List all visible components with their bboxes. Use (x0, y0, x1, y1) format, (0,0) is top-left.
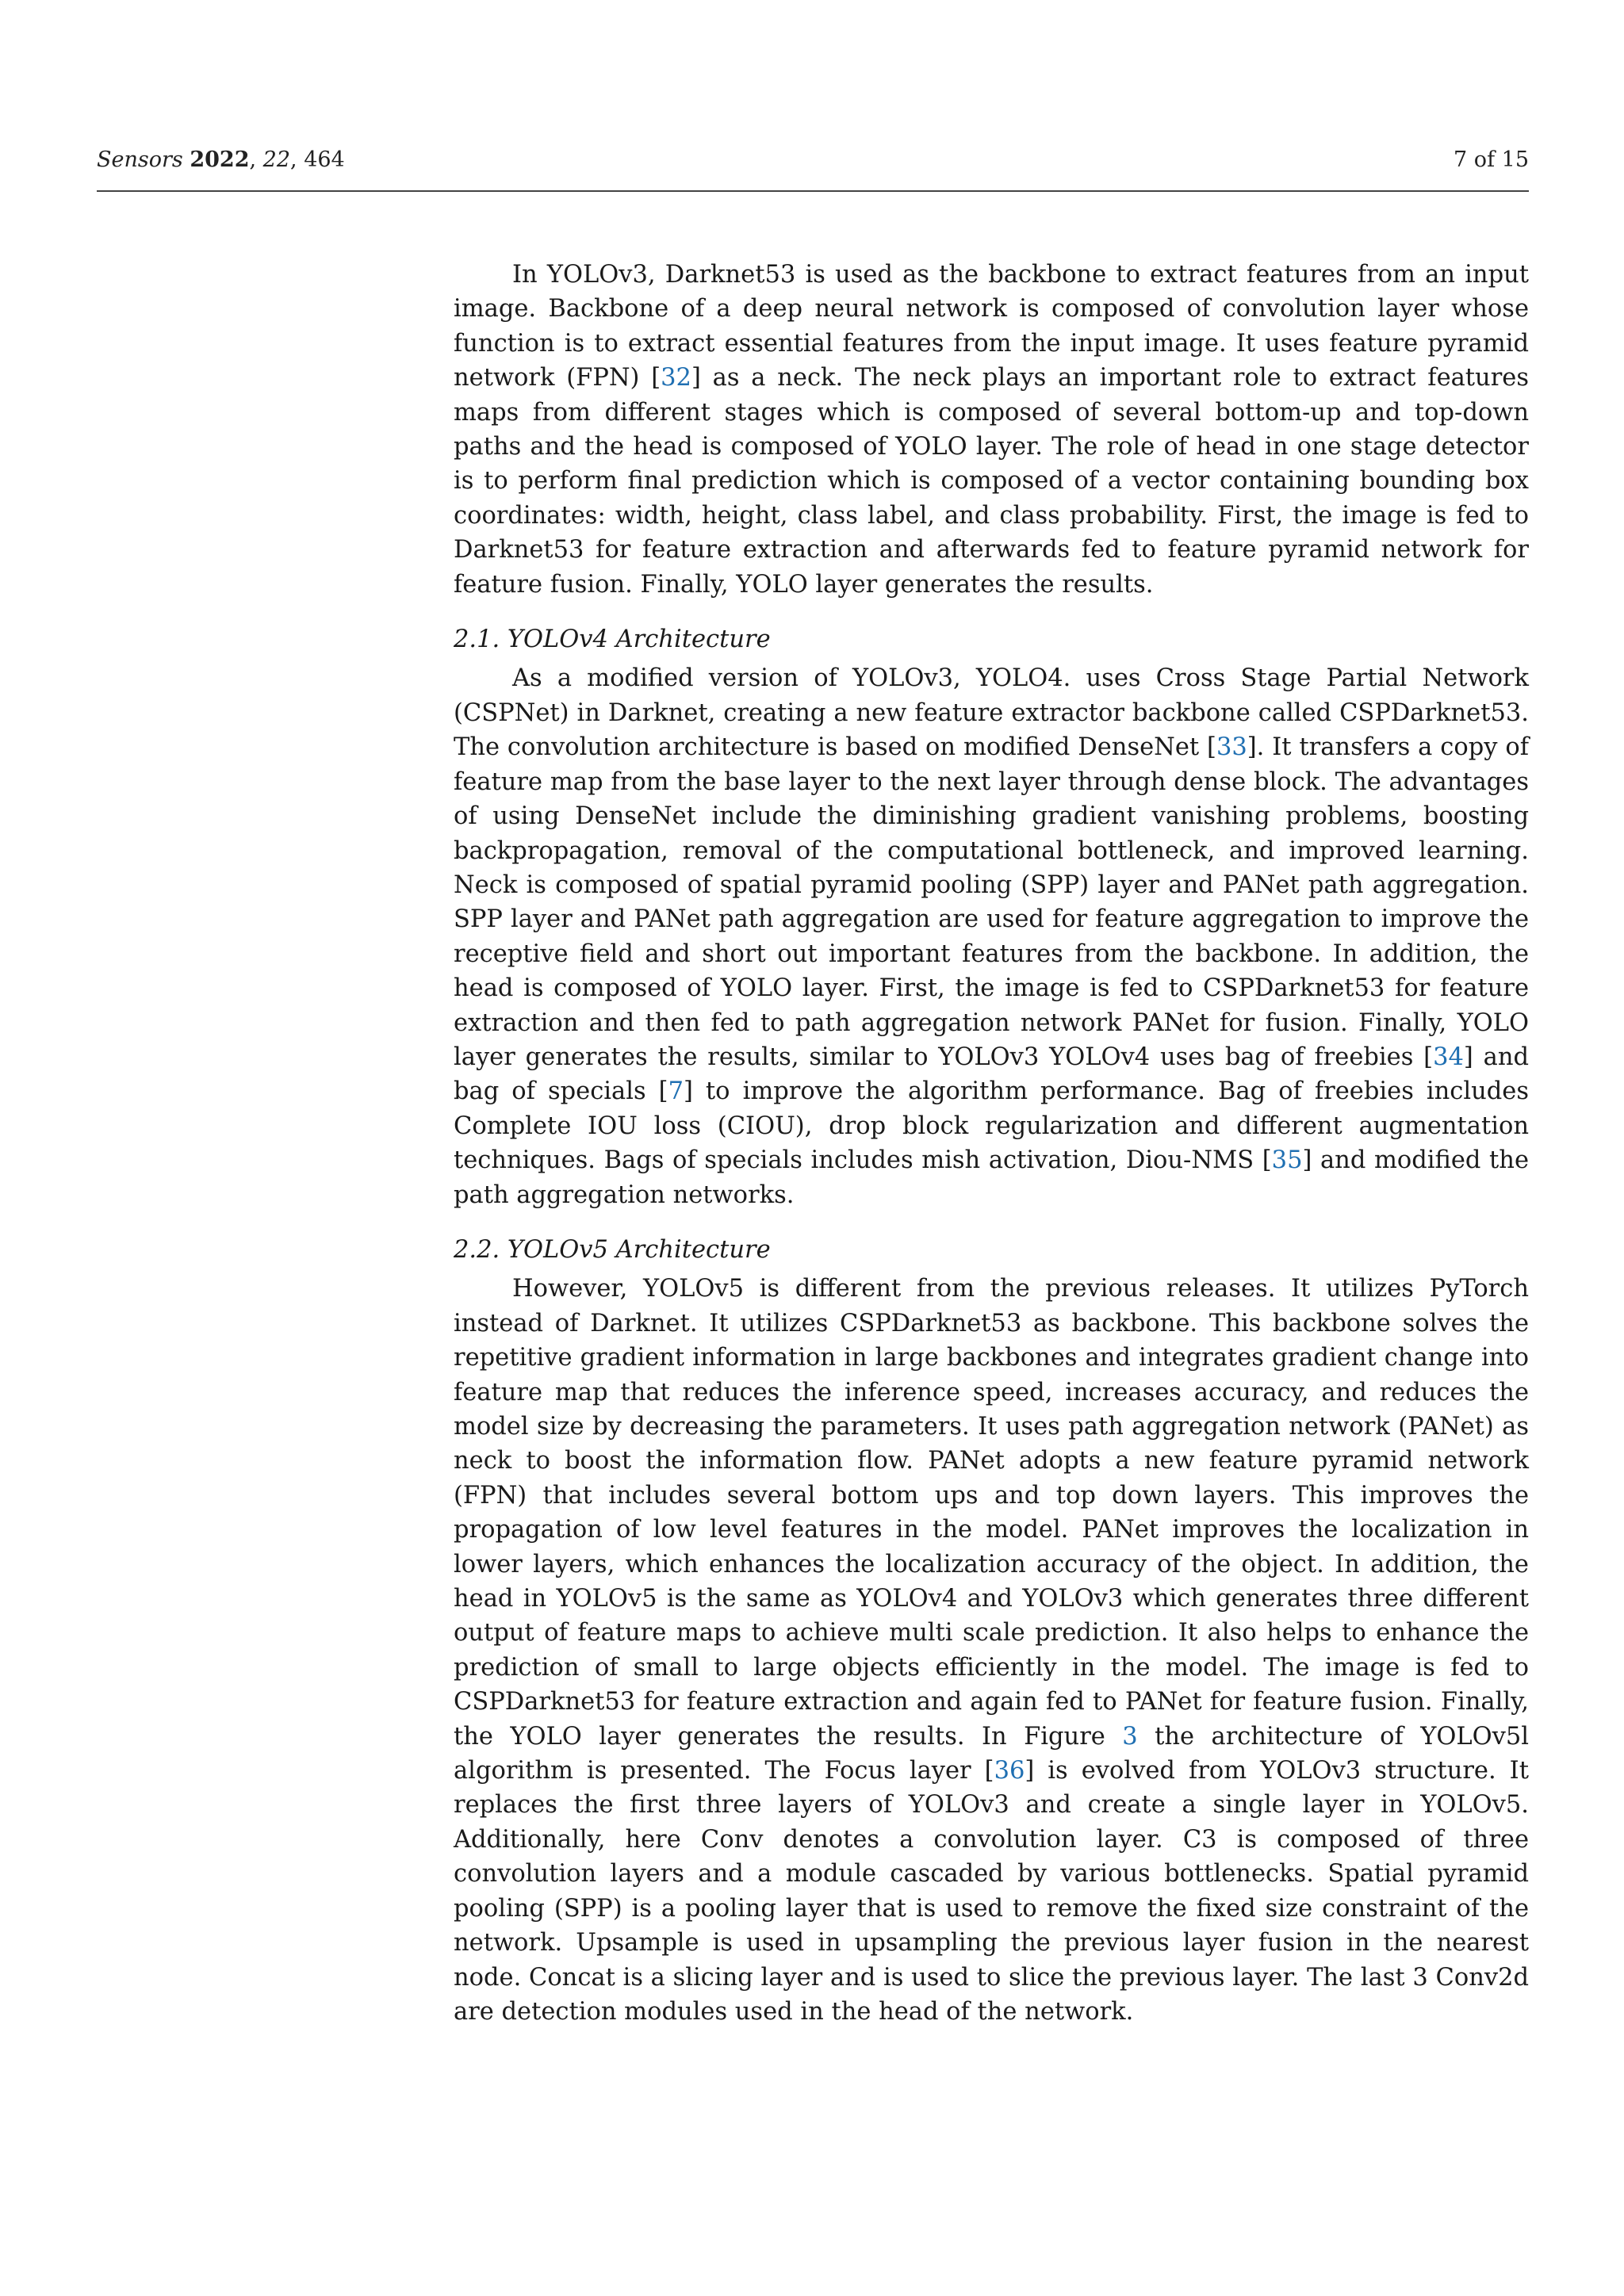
paragraph-yolov4 (454, 661, 1529, 1212)
citation: Sensors 2022, 22, 464 (97, 147, 345, 172)
text-span: the architecture of YOLOv5l algorithm is presented. The Focus layer [ (454, 1722, 1529, 1785)
citation-link[interactable]: 7 (668, 1077, 684, 1106)
section-heading-yolov4: 2.1. YOLOv4 Architecture (454, 626, 771, 654)
citation-link[interactable]: 36 (994, 1757, 1025, 1785)
citation-link[interactable]: 33 (1216, 733, 1247, 762)
paragraph-yolov5 (454, 1272, 1529, 2029)
text-span: However, YOLOv5 is different from the previous releases. It utilizes PyTorch instead of Darknet. It utilizes CSPDarknet53 as backbone. This backbone solves the repetitive gradient information in large backbones and integrates gradient change into feature map that reduces the inference speed, increases accuracy, and reduces the model size by decreasing the parameters. It uses path aggregation network (PANet) as neck to boost the information flow. PANet adopts a new feature pyramid network (FPN) that includes several bottom ups and top down layers. This improves the propagation of low level features in the model. PANet improves the localization in lower layers, which enhances the localization accuracy of the object. In addition, the head in YOLOv5 is the same as YOLOv4 and YOLOv3 which generates three different output of feature maps to achieve multi scale prediction. It also helps to enhance the prediction of small to large objects efficiently in the model. The image is fed to CSPDarknet53 for feature extraction and again fed to PANet for feature fusion. Finally, the YOLO layer generates the results. In Figure (454, 1275, 1529, 1751)
text-span: ] and bag of specials [ (454, 1043, 1529, 1106)
citation-link[interactable]: 32 (661, 364, 691, 392)
journal-year: 2022 (190, 147, 250, 172)
text-span: ] and modified the path aggregation networks. (454, 1146, 1529, 1209)
page-number: 7 of 15 (1454, 147, 1529, 172)
journal-volume: 22 (262, 147, 291, 172)
main-text (454, 258, 1529, 2029)
header-divider (97, 190, 1529, 192)
section-heading-yolov5: 2.2. YOLOv5 Architecture (454, 1235, 771, 1264)
paragraph-yolov3 (454, 258, 1529, 602)
text-span: ] to improve the algorithm performance. Bag of freebies includes Complete IOU loss (CIOU), drop block regularization and different augmentation techniques. Bags of specials includes mish activation, Diou-NMS [ (454, 1077, 1529, 1175)
journal-name: Sensors (97, 147, 183, 172)
text-span: ] is evolved from YOLOv3 structure. It replaces the first three layers of YOLOv3 and create a single layer in YOLOv5. Additionally, here Conv denotes a convolution layer. C3 is composed of three convolution layers and a module cascaded by various bottlenecks. Spatial pyramid pooling (SPP) is a pooling layer that is used to remove the fixed size constraint of the network. Upsample is used in upsampling the previous layer fusion in the nearest node. Concat is a slicing layer and is used to slice the previous layer. The last 3 Conv2d are detection modules used in the head of the network. (454, 1757, 1529, 2026)
citation-link[interactable]: 34 (1433, 1043, 1464, 1071)
text-span: ]. It transfers a copy of feature map from the base layer to the next layer through dense block. The advantages of using DenseNet include the diminishing gradient vanishing problems, boosting backpropagation, removal of the computational bottleneck, and improved learning. Neck is composed of spatial pyramid pooling (SPP) layer and PANet path aggregation. SPP layer and PANet path aggregation are used for feature aggregation to improve the receptive field and short out important features from the backbone. In addition, the head is composed of YOLO layer. First, the image is fed to CSPDarknet53 for feature extraction and then fed to path aggregation network PANet for fusion. Finally, YOLO layer generates the results, similar to YOLOv3 YOLOv4 uses bag of freebies [ (454, 733, 1529, 1071)
text-span: ] as a neck. The neck plays an important role to extract features maps from different stages which is composed of several bottom-up and top-down paths and the head is composed of YOLO layer. The role of head in one stage detector is to perform final prediction which is composed of a vector containing bounding box coordinates: width, height, class label, and class probability. First, the image is fed to Darknet53 for feature extraction and afterwards fed to feature pyramid network for feature fusion. Finally, YOLO layer generates the results. (454, 364, 1529, 599)
text-span: In YOLOv3, Darknet53 is used as the backbone to extract features from an input image. Backbone of a deep neural network is composed of convolution layer whose function is to extract essential features from the input image. It uses feature pyramid network (FPN) [ (454, 261, 1529, 392)
running-header (97, 147, 1529, 172)
text-span: As a modified version of YOLOv3, YOLO4. uses Cross Stage Partial Network (CSPNet) in Darknet, creating a new feature extractor backbone called CSPDarknet53. The convolution architecture is based on modified DenseNet [ (454, 664, 1529, 762)
figure-link[interactable]: 3 (1122, 1722, 1138, 1751)
citation-link[interactable]: 35 (1271, 1146, 1303, 1175)
article-number: 464 (304, 147, 345, 172)
